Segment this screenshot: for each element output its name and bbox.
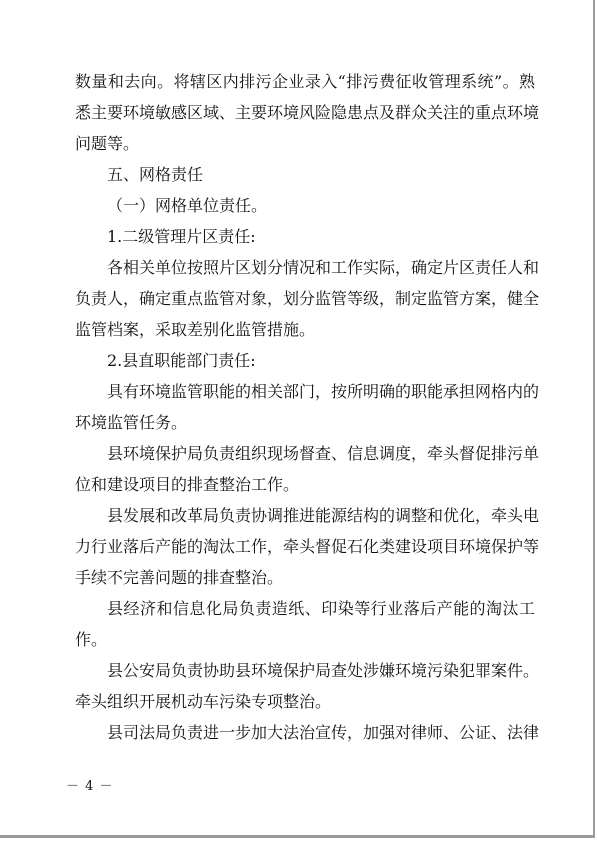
text-line: 负责人，确定重点监管对象，划分监管等级，制定监管方案，健全 — [75, 289, 540, 308]
document-body — [75, 66, 540, 748]
text-line: 县公安局负责协助县环境保护局查处涉嫌环境污染犯罪案件。 — [107, 661, 540, 680]
text-line: 作。 — [75, 630, 108, 649]
text-line: 位和建设项目的排查整治工作。 — [75, 475, 300, 494]
item-heading: 2.县直职能部门责任: — [107, 351, 256, 370]
text-line: 监管档案，采取差别化监管措施。 — [75, 320, 316, 339]
page-number: － 4 － — [66, 779, 114, 794]
text-line: 县经济和信息化局负责造纸、印染等行业落后产能的淘汰工 — [107, 599, 535, 618]
text-line: 县环境保护局负责组织现场督查、信息调度，牵头督促排污单 — [107, 444, 540, 463]
section-heading: 五、网格责任 — [107, 165, 204, 184]
text-line: 牵头组织开展机动车污染专项整治。 — [75, 692, 332, 711]
text-line: 县司法局负责进一步加大法治宣传，加强对律师、公证、法律 — [107, 723, 540, 742]
text-line: 问题等。 — [75, 134, 140, 153]
text-line: 具有环境监管职能的相关部门，按所明确的职能承担网格内的 — [107, 382, 540, 401]
text-line: 各相关单位按照片区划分情况和工作实际，确定片区责任人和 — [107, 258, 540, 277]
text-line: 力行业落后产能的淘汰工作，牵头督促石化类建设项目环境保护等 — [75, 537, 540, 556]
text-line: 环境监管任务。 — [75, 413, 188, 432]
text-line: 手续不完善问题的排查整治。 — [75, 568, 284, 587]
text-line: 悉主要环境敏感区域、主要环境风险隐患点及群众关注的重点环境 — [75, 103, 540, 122]
text-line: 县发展和改革局负责协调推进能源结构的调整和优化，牵头电 — [107, 506, 540, 525]
text-line: 数量和去向。将辖区内排污企业录入“排污费征收管理系统”。熟 — [75, 72, 535, 91]
subsection-heading: （一）网格单位责任。 — [107, 196, 268, 215]
item-heading: 1.二级管理片区责任: — [107, 227, 256, 246]
